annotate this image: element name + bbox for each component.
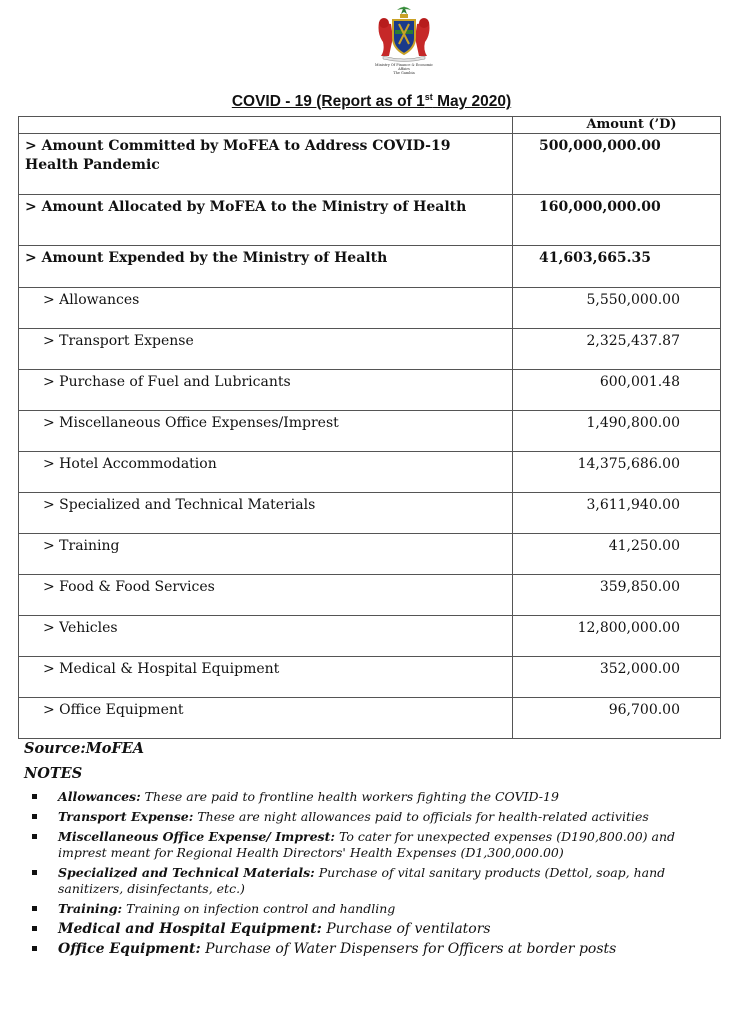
note-text: Purchase of ventilators [321,921,491,937]
row-label: > Hotel Accommodation [19,452,513,493]
table-row [19,288,721,329]
note-item-specialized [24,865,714,897]
row-amount: 352,000.00 [513,657,721,698]
note-text: Purchase of vital sanitary products (Dettol, soap, hand sanitizers, disinfectants, etc.) [58,865,666,896]
row-label: > Amount Committed by MoFEA to Address COVID-19 Health Pandemic [19,134,513,195]
note-item-allowances [24,789,714,805]
row-label: > Medical & Hospital Equipment [19,657,513,698]
table-row [19,411,721,452]
coat-of-arms-icon [373,4,435,62]
note-term: Training: [58,901,123,916]
expenditure-table [18,116,721,739]
note-text: These are paid to frontline health workers fighting the COVID-19 [140,789,559,804]
title-superscript: st [424,92,433,102]
note-item-miscellaneous [24,829,714,861]
bullet-icon [32,794,37,799]
row-amount: 1,490,800.00 [513,411,721,452]
report-title [0,92,743,111]
note-text: Training on infection control and handling [122,901,396,916]
table-row [19,534,721,575]
table-row-committed [19,134,721,195]
table-row [19,329,721,370]
row-amount: 96,700.00 [513,698,721,739]
table-row [19,575,721,616]
row-label: > Purchase of Fuel and Lubricants [19,370,513,411]
table-row [19,370,721,411]
table-row [19,452,721,493]
row-amount: 12,800,000.00 [513,616,721,657]
note-term: Transport Expense: [58,809,194,824]
table-row-expended [19,246,721,288]
table-row-allocated [19,195,721,246]
row-label: > Amount Allocated by MoFEA to the Ministry of Health [19,195,513,246]
logo-caption-line1: Ministry Of Finance & Economic Affairs [374,63,434,71]
row-label: > Transport Expense [19,329,513,370]
table-header-row [19,117,721,134]
note-item-office-equipment [24,941,714,957]
bullet-icon [32,814,37,819]
note-text: Purchase of Water Dispensers for Officers at border posts [200,941,617,957]
row-amount: 160,000,000.00 [513,195,721,246]
bullet-icon [32,926,37,931]
row-label: > Miscellaneous Office Expenses/Imprest [19,411,513,452]
row-label: > Food & Food Services [19,575,513,616]
note-term: Medical and Hospital Equipment: [58,921,322,937]
bullet-icon [32,834,37,839]
row-label: > Specialized and Technical Materials [19,493,513,534]
row-label: > Office Equipment [19,698,513,739]
row-amount: 14,375,686.00 [513,452,721,493]
row-label: > Amount Expended by the Ministry of Health [19,246,513,288]
row-amount: 500,000,000.00 [513,134,721,195]
note-item-medical [24,921,714,937]
note-term: Specialized and Technical Materials: [58,865,315,880]
header-label-cell [19,117,513,134]
notes-heading: NOTES [24,765,83,782]
row-label: > Vehicles [19,616,513,657]
bullet-icon [32,946,37,951]
row-amount: 2,325,437.87 [513,329,721,370]
notes-list [24,789,714,961]
note-term: Miscellaneous Office Expense/ Imprest: [58,829,335,844]
note-term: Allowances: [58,789,141,804]
row-amount: 5,550,000.00 [513,288,721,329]
note-text: These are night allowances paid to officials for health-related activities [193,809,649,824]
table-row [19,698,721,739]
row-amount: 41,603,665.35 [513,246,721,288]
title-suffix: May 2020) [432,93,512,111]
bullet-icon [32,870,37,875]
table-row [19,657,721,698]
table-row [19,493,721,534]
row-amount: 359,850.00 [513,575,721,616]
amount-column-header: Amount (’D) [513,117,721,134]
row-amount: 41,250.00 [513,534,721,575]
title-prefix: COVID - 19 (Report as of 1 [231,93,425,111]
row-amount: 600,001.48 [513,370,721,411]
source-note: Source:MoFEA [24,740,145,757]
logo-caption [372,63,436,75]
note-text: To cater for unexpected expenses (D190,800.00) and imprest meant for Regional Health Directors' Health Expenses (D1,300,000.00) [58,829,676,860]
row-amount: 3,611,940.00 [513,493,721,534]
row-label: > Training [19,534,513,575]
bullet-icon [32,906,37,911]
note-item-transport [24,809,714,825]
note-item-training [24,901,714,917]
row-label: > Allowances [19,288,513,329]
coat-of-arms [372,4,436,75]
logo-caption-line2: The Gambia [393,71,415,75]
note-term: Office Equipment: [58,941,201,957]
table-row [19,616,721,657]
